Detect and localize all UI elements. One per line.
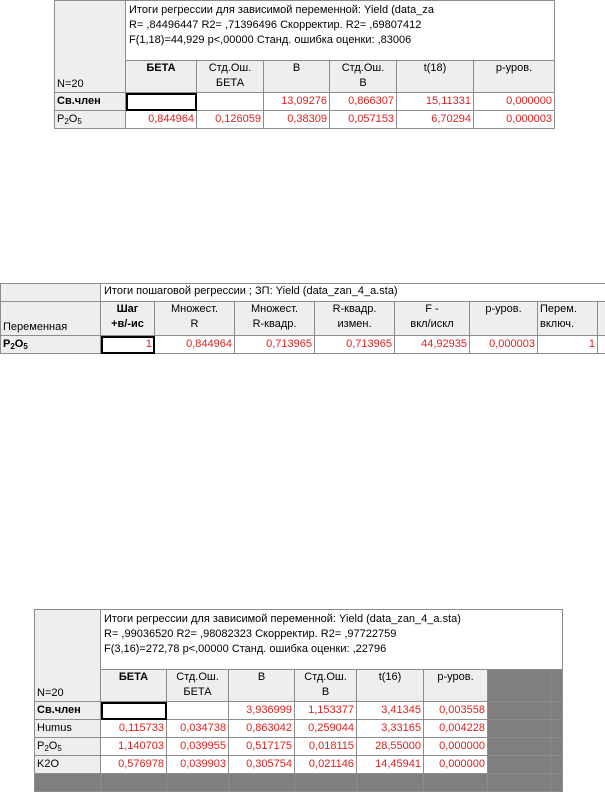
data-cell[interactable]: 28,55000	[357, 738, 424, 756]
table-title	[101, 610, 563, 670]
title-line: R= ,84496447 R2= ,71396496 Скорректир. R2= ,69807412	[129, 19, 422, 31]
data-cell[interactable]: 0,713965	[235, 336, 315, 354]
data-cell[interactable]: 0,305754	[229, 756, 295, 774]
table-row	[35, 756, 563, 774]
overflow-cell	[598, 336, 605, 354]
empty-cell	[551, 756, 563, 774]
title-line: F(3,16)=272,78 p<,00000 Станд. ошибка оценки: ,22796	[104, 643, 387, 655]
col-header-se-b[interactable]: Стд.Ош. B	[295, 670, 357, 702]
data-cell[interactable]: 0,38309	[264, 111, 330, 129]
empty-cell	[295, 774, 357, 792]
n-label: N=20	[37, 687, 64, 699]
data-cell[interactable]	[197, 93, 264, 111]
col-header-b[interactable]: B	[264, 61, 330, 93]
data-cell[interactable]: 0,004228	[424, 720, 488, 738]
data-cell[interactable]: 0,018115	[295, 738, 357, 756]
n-label-cell	[35, 610, 101, 702]
empty-cell	[488, 774, 551, 792]
data-cell[interactable]: 1	[538, 336, 598, 354]
table-row	[1, 336, 605, 354]
data-cell[interactable]: 15,11331	[397, 93, 474, 111]
empty-cell	[229, 774, 295, 792]
data-cell[interactable]: 0,039903	[167, 756, 229, 774]
col-header-t[interactable]: t(16)	[357, 670, 424, 702]
data-cell[interactable]: 0,259044	[295, 720, 357, 738]
data-cell[interactable]: 0,126059	[197, 111, 264, 129]
empty-column	[551, 670, 563, 702]
data-cell[interactable]: 0,000003	[470, 336, 538, 354]
table-row	[55, 111, 555, 129]
data-cell[interactable]: 3,41345	[357, 702, 424, 720]
selected-cell[interactable]	[101, 702, 167, 720]
col-header-se-beta[interactable]: Стд.Ош. БЕТА	[197, 61, 264, 93]
table-row	[55, 93, 555, 111]
data-cell[interactable]: 0,000000	[474, 93, 555, 111]
col-header-step[interactable]: Шаг +в/-ис	[101, 302, 155, 336]
selected-cell[interactable]: 1	[101, 336, 155, 354]
data-cell[interactable]: 0,517175	[229, 738, 295, 756]
selected-cell[interactable]	[126, 93, 197, 111]
data-cell[interactable]: 0,021146	[295, 756, 357, 774]
stepwise-regression-table	[0, 283, 605, 354]
title-line: Итоги регрессии для зависимой переменной: Yield (data_zan_4_a.sta)	[104, 613, 461, 625]
corner-cell	[1, 284, 101, 302]
empty-column	[488, 670, 551, 702]
empty-cell	[551, 738, 563, 756]
table-title	[126, 1, 555, 61]
data-cell[interactable]: 0,576978	[101, 756, 167, 774]
data-cell[interactable]: 0,844964	[155, 336, 235, 354]
table-row	[35, 702, 563, 720]
data-cell[interactable]: 0,844964	[126, 111, 197, 129]
data-cell[interactable]: 0,000000	[424, 738, 488, 756]
col-header-p[interactable]: p-уров.	[474, 61, 555, 93]
regression-results-table-1	[54, 0, 555, 129]
empty-cell	[551, 720, 563, 738]
col-header-t[interactable]: t(18)	[397, 61, 474, 93]
data-cell[interactable]: 1,153377	[295, 702, 357, 720]
col-header-se-b[interactable]: Стд.Ош. B	[330, 61, 397, 93]
col-header-p[interactable]: р-уров.	[424, 670, 488, 702]
row-header-intercept[interactable]: Св.член	[35, 702, 101, 720]
data-cell[interactable]: 13,09276	[264, 93, 330, 111]
data-cell[interactable]	[167, 702, 229, 720]
table-row	[35, 720, 563, 738]
empty-row	[35, 774, 563, 792]
col-header-r2-change[interactable]: R-квадр. измен.	[315, 302, 395, 336]
row-header-p2o5[interactable]: $P_2O_5$	[55, 111, 126, 129]
col-header-vars-included[interactable]: Перем. включ.	[538, 302, 598, 336]
row-header-p2o5[interactable]: $P_2O_5$	[35, 738, 101, 756]
data-cell[interactable]: 0,000000	[424, 756, 488, 774]
regression-results-table-2	[34, 609, 563, 792]
title-line: R= ,99036520 R2= ,98082323 Скорректир. R2= ,97722759	[104, 628, 397, 640]
col-header-multiple-r2[interactable]: Множест. R-квадр.	[235, 302, 315, 336]
data-cell[interactable]: 1,140703	[101, 738, 167, 756]
row-header-intercept[interactable]: Св.член	[55, 93, 126, 111]
empty-cell	[357, 774, 424, 792]
overflow-cell	[598, 302, 605, 336]
empty-cell	[551, 774, 563, 792]
col-header-beta[interactable]: БЕТА	[126, 61, 197, 93]
table-row	[35, 738, 563, 756]
empty-cell	[488, 720, 551, 738]
title-line: Итоги регрессии для зависимой переменной: Yield (data_za	[129, 4, 434, 16]
data-cell[interactable]: 3,936999	[229, 702, 295, 720]
row-header-title: Переменная	[1, 302, 101, 336]
empty-cell	[551, 702, 563, 720]
data-cell[interactable]: 3,33165	[357, 720, 424, 738]
data-cell[interactable]: 0,000003	[474, 111, 555, 129]
row-header-humus[interactable]: Humus	[35, 720, 101, 738]
empty-cell	[167, 774, 229, 792]
col-header-beta[interactable]: БЕТА	[101, 670, 167, 702]
data-cell[interactable]: 0,034738	[167, 720, 229, 738]
data-cell[interactable]: 0,713965	[315, 336, 395, 354]
row-header-p2o5[interactable]: $P_2O_5$	[1, 336, 101, 354]
empty-cell	[35, 774, 101, 792]
empty-cell	[101, 774, 167, 792]
col-header-b[interactable]: B	[229, 670, 295, 702]
n-label-cell	[55, 1, 126, 93]
title-line: F(1,18)=44,929 p<,00000 Станд. ошибка оценки: ,83006	[129, 34, 412, 46]
data-cell[interactable]: 0,003558	[424, 702, 488, 720]
empty-cell	[424, 774, 488, 792]
data-cell[interactable]: 0,039955	[167, 738, 229, 756]
data-cell[interactable]: 6,70294	[397, 111, 474, 129]
empty-cell	[488, 738, 551, 756]
n-label: N=20	[57, 78, 84, 90]
empty-cell	[488, 756, 551, 774]
row-header-k2o[interactable]: K2O	[35, 756, 101, 774]
data-cell[interactable]: 0,057153	[330, 111, 397, 129]
data-cell[interactable]: 0,866307	[330, 93, 397, 111]
data-cell[interactable]: 0,863042	[229, 720, 295, 738]
col-header-p[interactable]: р-уров.	[470, 302, 538, 336]
col-header-se-beta[interactable]: Стд.Ош. БЕТА	[167, 670, 229, 702]
data-cell[interactable]: 0,115733	[101, 720, 167, 738]
table-title: Итоги пошаговой регрессии ; ЗП: Yield (data_zan_4_a.sta)	[101, 284, 605, 302]
data-cell[interactable]: 14,45941	[357, 756, 424, 774]
col-header-multiple-r[interactable]: Множест. R	[155, 302, 235, 336]
col-header-f[interactable]: F - вкл/искл	[395, 302, 470, 336]
data-cell[interactable]: 44,92935	[395, 336, 470, 354]
empty-cell	[488, 702, 551, 720]
